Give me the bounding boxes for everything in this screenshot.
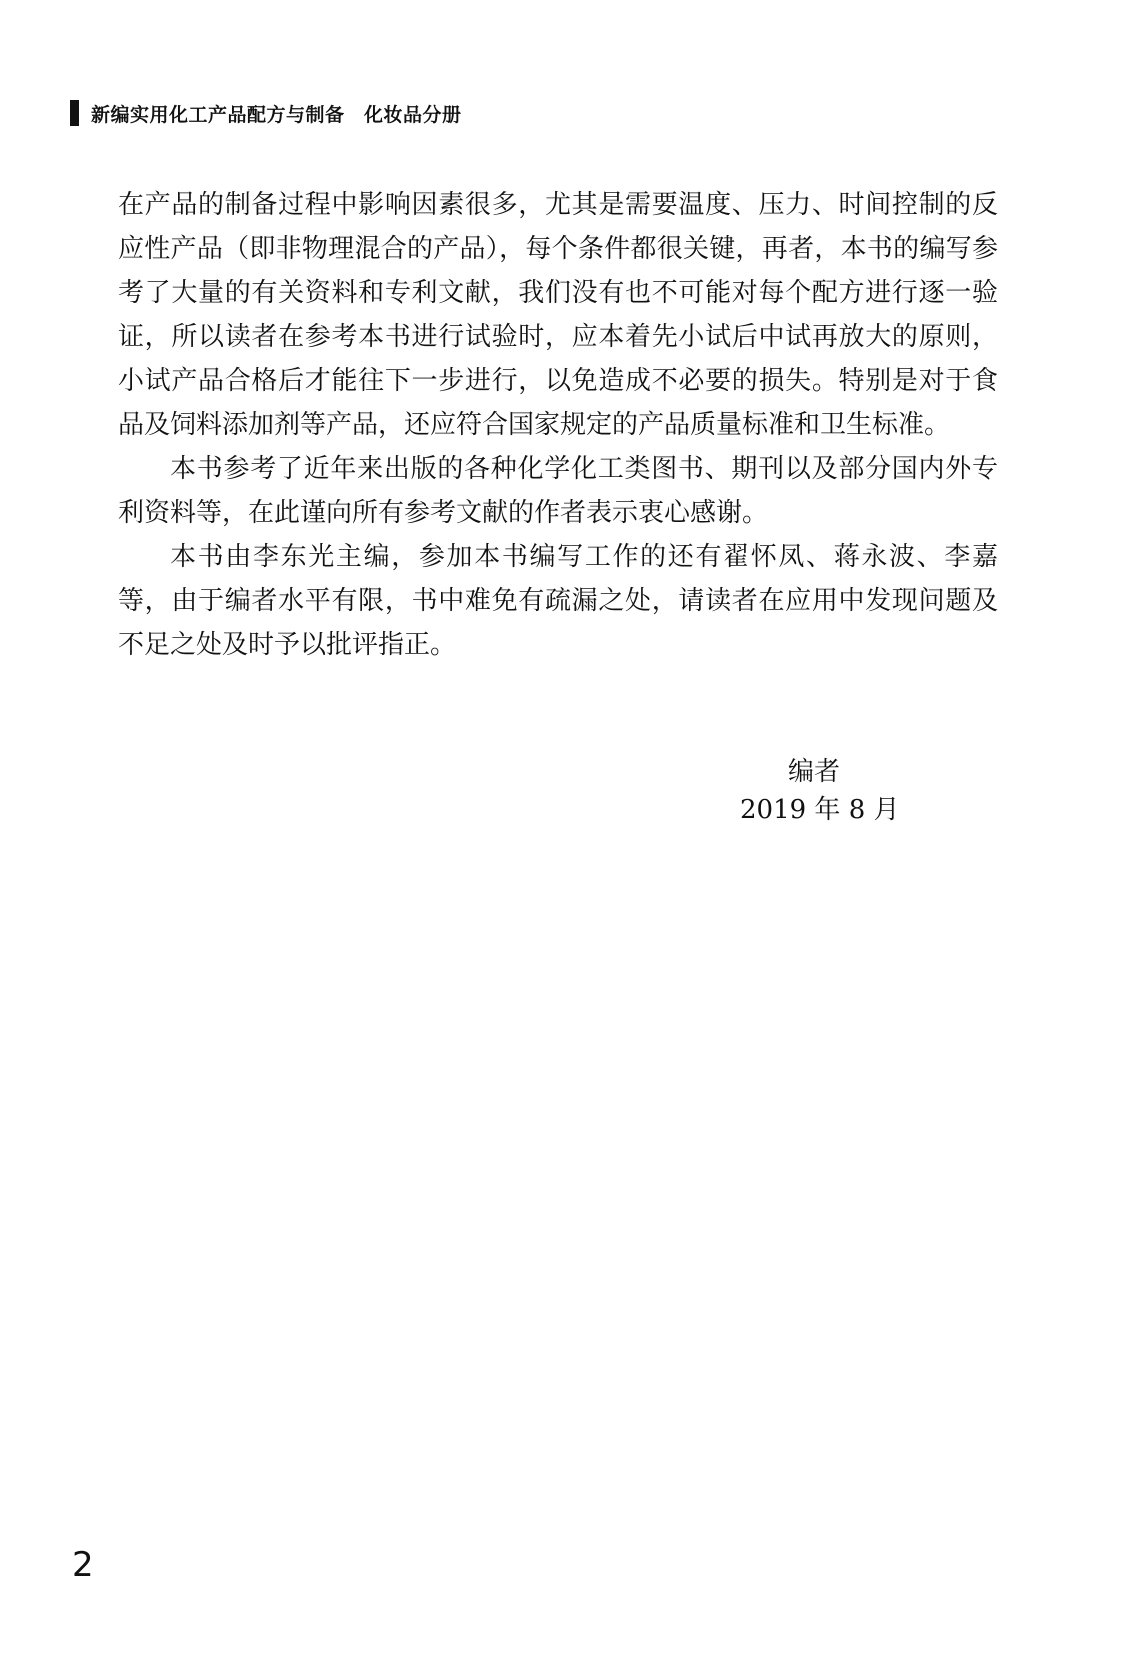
paragraph-2: 本书参考了近年来出版的各种化学化工类图书、期刊以及部分国内外专利资料等，在此谨向所有参考文献的作者表示衷心感谢。 xyxy=(118,454,998,528)
paragraph-1: 在产品的制备过程中影响因素很多，尤其是需要温度、压力、时间控制的反应性产品（即非物理混合的产品），每个条件都很关键，再者，本书的编写参考了大量的有关资料和专利文献，我们没有也不可能对每个配方进行逐一验证，所以读者在参考本书进行试验时，应本着先小试后中试再放大的原则，小试产品合格后才能往下一步进行，以免造成不必要的损失。特别是对于食品及饲料添加剂等产品，还应符合国家规定的产品质量标准和卫生标准。 xyxy=(118,190,998,440)
header-title: 新编实用化工产品配方与制备 化妆品分册 xyxy=(91,103,462,126)
header-marker-bar xyxy=(70,100,79,126)
signature-date: 2019 年 8 月 xyxy=(740,795,900,825)
main-text xyxy=(118,183,998,667)
signature-author: 编者 xyxy=(788,757,841,787)
signature-block xyxy=(740,753,940,829)
page-number: 2 xyxy=(72,1545,94,1585)
paragraph-3: 本书由李东光主编，参加本书编写工作的还有翟怀凤、蒋永波、李嘉等，由于编者水平有限，书中难免有疏漏之处，请读者在应用中发现问题及不足之处及时予以批评指正。 xyxy=(118,542,998,660)
running-header xyxy=(70,98,462,128)
